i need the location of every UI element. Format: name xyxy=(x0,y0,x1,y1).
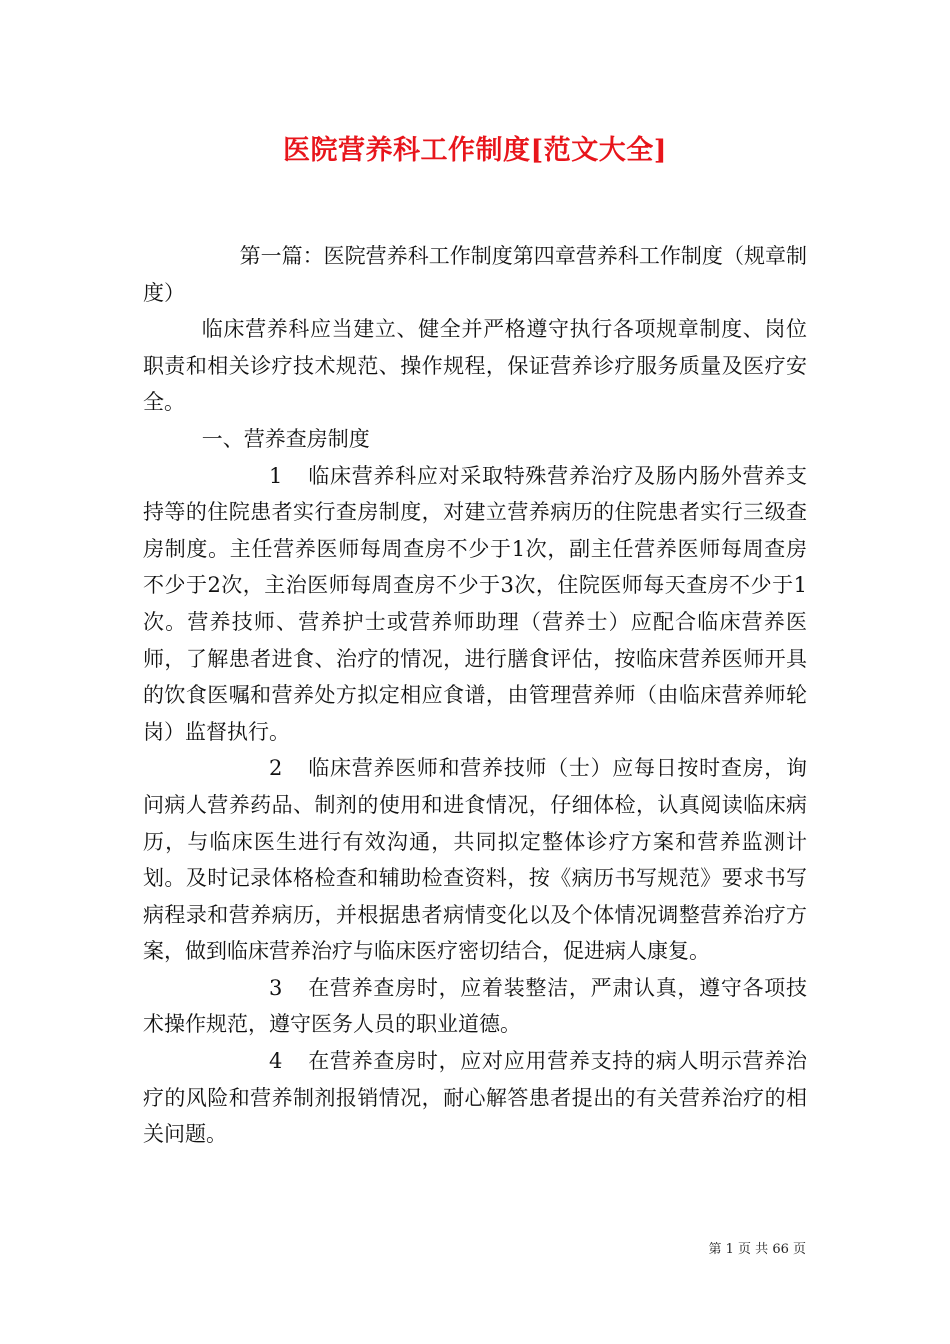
item-number: 3 xyxy=(269,975,283,1000)
list-item xyxy=(143,1043,807,1153)
list-item xyxy=(143,458,807,751)
item-text: 临床营养科应对采取特殊营养治疗及肠内肠外营养支持等的住院患者实行查房制度，对建立营养病历的住院患者实行三级查房制度。主任营养医师每周查房不少于1次，副主任营养医师每周查房不少于2次，主治医师每周查房不少于3次，住院医师每天查房不少于1次。营养技师、营养护士或营养师助理（营养士）应配合临床营养医师，了解患者进食、治疗的情况，进行膳食评估，按临床营养医师开具的饮食医嘱和营养处方拟定相应食谱，由管理营养师（由临床营养师轮岗）监督执行。 xyxy=(143,463,807,744)
page-number: 第 1 页 共 66 页 xyxy=(708,1242,806,1257)
item-number: 2 xyxy=(269,756,283,781)
section-heading: 一、营养查房制度 xyxy=(201,426,370,451)
item-text: 在营养查房时，应对应用营养支持的病人明示营养治疗的风险和营养制剂报销情况，耐心解答患者提出的有关营养治疗的相关问题。 xyxy=(143,1049,807,1147)
part-heading: 第一篇：医院营养科工作制度第四章营养科工作制度（规章制度） xyxy=(143,244,807,305)
item-text: 在营养查房时，应着装整洁，严肃认真，遵守各项技术操作规范，遵守医务人员的职业道德。 xyxy=(143,975,807,1037)
document-body xyxy=(143,238,807,1153)
list-item xyxy=(143,750,807,970)
item-number: 4 xyxy=(269,1049,283,1074)
item-text: 临床营养医师和营养技师（士）应每日按时查房，询问病人营养药品、制剂的使用和进食情况，仔细体检，认真阅读临床病历，与临床医生进行有效沟通，共同拟定整体诊疗方案和营养监测计划。及时记录体格检查和辅助检查资料，按《病历书写规范》要求书写病程录和营养病历，并根据患者病情变化以及个体情况调整营养治疗方案，做到临床营养治疗与临床医疗密切结合，促进病人康复。 xyxy=(143,756,807,964)
list-item xyxy=(143,970,807,1043)
intro-paragraph: 临床营养科应当建立、健全并严格遵守执行各项规章制度、岗位职责和相关诊疗技术规范、操作规程，保证营养诊疗服务质量及医疗安全。 xyxy=(143,317,807,415)
document-title: 医院营养科工作制度[范文大全] xyxy=(282,135,668,166)
item-number: 1 xyxy=(269,463,283,488)
